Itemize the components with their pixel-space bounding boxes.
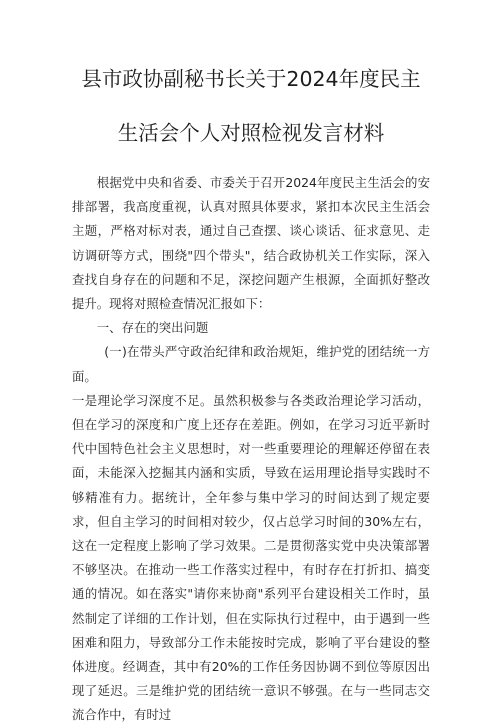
document-title-line-2: 生活会个人对照检视发言材料 <box>117 121 385 145</box>
document-title-line-1: 县市政协副秘书长关于2024年度民主 <box>81 67 421 91</box>
section-heading-problems: 一、存在的突出问题 <box>96 320 209 336</box>
subsection-body-paragraph: 一是理论学习深度不足。虽然积极参与各类政治理论学习活动，但在学习的深度和广度上还存在差距。例如，在学习习近平新时代中国特色社会主义思想时，对一些重要理论的理解还停留在表面，未能深入挖掘其内涵和实质，导致在运用理论指导实践时不够精准有力。据统计，全年参与集中学习的时间达到了规定要求，但自主学习的时间相对较少，仅占总学习时间的30%左右，这在一定程度上影响了学习效果。二是贯彻落实党中央决策部署不够坚决。在推动一些工作落实过程中，有时存在打折扣、搞变通的情况。如在落实"请你来协商"系列平台建设相关工作时，虽然制定了详细的工作计划，但在实际执行过程中，由于遇到一些困难和阻力，导致部分工作未能按时完成，影响了平台建设的整体进度。经调查，其中有20%的工作任务因协调不到位等原因出现了延迟。三是维护党的团结统一意识不够强。在与一些同志交流合作中，有时过 <box>72 392 430 723</box>
subsection-heading-political-discipline: (一)在带头严守政治纪律和政治规矩，维护党的团结统一方面。 <box>72 344 430 384</box>
intro-paragraph: 根据党中央和省委、市委关于召开2024年度民主生活会的安排部署，我高度重视，认真对照具体要求，紧扣本次民主生活会主题，严格对标对表，通过自己查摆、谈心谈话、征求意见、走访调研等方式，围绕"四个带头"，结合政协机关工作实际，深入查找自身存在的问题和不足，深挖问题产生根源，全面抓好整改提升。现将对照检查情况汇报如下： <box>72 175 430 312</box>
document-body <box>72 171 430 728</box>
